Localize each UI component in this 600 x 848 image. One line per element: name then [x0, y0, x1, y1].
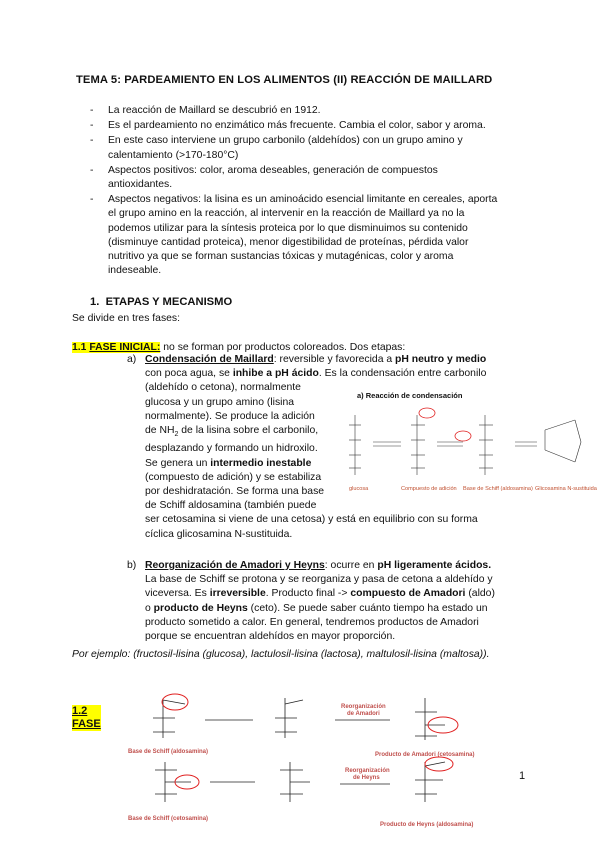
- heyns-intermediate-structure: [280, 762, 310, 802]
- item-a-heading: Condensación de Maillard: [145, 354, 274, 365]
- section-title: ETAPAS Y MECANISMO: [105, 296, 233, 308]
- figure-label: Glicosamina N-sustituida: [535, 486, 597, 492]
- item-b-text: producto sometido a calor. En general, tendremos productos de Amadori: [145, 616, 479, 628]
- figure-caption: Producto de Amadori (cetosamina): [375, 752, 475, 758]
- fase-label: FASE INICIAL:: [89, 342, 161, 353]
- bullet-dash: -: [90, 164, 94, 176]
- item-a-text: : reversible y favorecida a: [273, 354, 396, 365]
- bullet-line: En este caso interviene un grupo carbonilo (aldehídos) con un grupo amino y: [108, 135, 463, 147]
- arrow-label: de Heyns: [353, 775, 380, 781]
- bullet-line: nutritivo ya que se forman sustancias tóxicas y mutagénicas, color y aroma: [108, 251, 454, 263]
- arrow-label: de Amadori: [347, 711, 380, 717]
- item-b-text: (ceto). Se puede saber cuánto tiempo ha estado un: [247, 602, 488, 614]
- bullet-line: Es el pardeamiento no enzimático más frecuente. Cambia el color, sabor y aroma.: [108, 120, 486, 132]
- item-b-bold: producto de Heyns: [153, 602, 248, 614]
- example-text: Por ejemplo: (fructosil-lisina (glucosa), lactulosil-lisina (lactosa), maltulosil-lisina (maltosa)).: [72, 649, 490, 660]
- item-a-letter: a): [127, 354, 137, 365]
- item-a-text: Se genera un: [145, 457, 211, 469]
- item-b-bold: compuesto de Amadori: [350, 588, 466, 600]
- enol-intermediate-structure: [275, 698, 303, 738]
- item-a-text: normalmente). Se produce la adición: [145, 410, 315, 422]
- schiff-cetosamine-structure: [155, 762, 191, 802]
- item-a-text: con poca agua, se: [145, 368, 233, 380]
- item-b-bold: pH ligeramente ácidos.: [377, 560, 492, 571]
- schiff-base-structure: [479, 415, 493, 475]
- fase-2-heading: [72, 705, 101, 731]
- highlight-circle: [419, 408, 435, 418]
- figure-label: Base de Schiff (aldosamina): [463, 486, 533, 492]
- item-a-text: de la lisina sobre el carbonilo,: [178, 425, 319, 437]
- item-b-text: o: [145, 602, 154, 614]
- bullet-item: [90, 119, 520, 133]
- bullet-item: [90, 104, 520, 118]
- arrow-label: Reorganización: [345, 768, 390, 774]
- item-b-text: viceversa. Es: [145, 588, 210, 600]
- item-b-letter: b): [127, 560, 137, 571]
- subscript: 2: [174, 431, 179, 439]
- condensation-reaction-figure: [345, 390, 597, 505]
- bullet-line: podemos utilizar para la síntesis proteica por lo que disminuimos su contenido: [108, 222, 468, 234]
- item-a-text: (aldehído o cetona), normalmente: [145, 382, 301, 394]
- fase-2-number: 1.2: [72, 705, 88, 717]
- section-heading: [90, 295, 232, 309]
- bullet-line: indeseable.: [108, 265, 162, 277]
- item-b-text: . Producto final ->: [265, 588, 351, 600]
- equilibrium-arrow-3: [515, 442, 537, 446]
- figure-label: glucosa: [349, 486, 369, 492]
- highlight-circle: [425, 757, 453, 771]
- bullet-dash: -: [90, 194, 94, 206]
- bullet-line: La reacción de Maillard se descubrió en 1912.: [108, 105, 321, 116]
- item-a-text: (compuesto de adición) y se estabiliza: [145, 471, 322, 483]
- heyns-product-structure: [415, 762, 445, 802]
- adduct-structure: [411, 415, 425, 475]
- bullet-dash: -: [90, 135, 94, 147]
- bullet-line: Aspectos negativos: la lisina es un aminoácido esencial limitante en cereales, aporta: [108, 194, 498, 206]
- item-a-text: ser cetosamina si viene de una cetosa) y está en equilibrio con su forma: [145, 514, 478, 526]
- item-a-bold: intermedio inestable: [210, 457, 312, 469]
- item-b-block: [145, 559, 525, 644]
- item-b-heading: Reorganización de Amadori y Heyns: [145, 560, 325, 571]
- highlight-circle: [455, 431, 471, 441]
- bullet-dash: -: [90, 105, 94, 116]
- intro-bullet-list: [90, 104, 520, 279]
- figure-caption: Producto de Heyns (aldosamina): [380, 822, 474, 828]
- figure-caption: Base de Schiff (cetosamina): [128, 816, 209, 822]
- schiff-aldosamine-structure: [153, 700, 185, 738]
- amadori-heyns-figure: [125, 690, 525, 830]
- item-b-text: (aldo): [465, 588, 495, 600]
- glucose-structure: [349, 415, 361, 475]
- figure-caption: Base de Schiff (aldosamina): [128, 749, 209, 755]
- equilibrium-arrow-1: [373, 442, 401, 446]
- fase-2-label: FASE: [72, 718, 101, 730]
- item-a-text: glucosa y un grupo amino (lisina: [145, 396, 295, 408]
- item-b-bold: irreversible: [209, 588, 266, 600]
- glycosamine-ring-structure: [545, 420, 581, 462]
- item-a-bold: pH neutro y medio: [395, 354, 487, 365]
- item-b-text: La base de Schiff se protona y se reorganiza y pasa de cetona a aldehído y: [145, 574, 493, 586]
- bullet-line: Aspectos positivos: color, aroma deseables, generación de compuestos: [108, 164, 438, 176]
- item-a-bold: inhibe a pH ácido: [232, 368, 319, 380]
- bullet-item: [90, 164, 520, 192]
- bullet-dash: -: [90, 120, 94, 132]
- amadori-product-structure: [415, 698, 445, 740]
- arrow-label: Reorganización: [341, 704, 386, 710]
- item-b-text: : ocurre en: [324, 560, 378, 571]
- condensation-figure-title: a) Reacción de condensación: [357, 391, 463, 400]
- bullet-line: antioxidantes.: [108, 179, 173, 191]
- item-a-text: . Es la condensación entre carbonilo: [318, 368, 487, 380]
- fase-number: 1.1: [72, 342, 87, 353]
- bullet-line: el grupo amino en la reacción, al intervenir en la reacción de Maillard ya no la: [108, 208, 465, 220]
- bullet-item: [90, 193, 520, 278]
- page-number: 1: [519, 770, 526, 782]
- item-b-text: porque se encuentran aldehídos en mayor proporción.: [145, 631, 396, 643]
- bullet-line: (disminuye cantidad proteica), menor digestibilidad de proteínas, pérdida valor: [108, 236, 469, 248]
- page-title: TEMA 5: PARDEAMIENTO EN LOS ALIMENTOS (II) REACCIÓN DE MAILLARD: [76, 74, 493, 86]
- figure-label: Compuesto de adición: [401, 486, 457, 492]
- section-number: 1.: [90, 296, 100, 308]
- bullet-item: [90, 134, 520, 162]
- bullet-line: calentamiento (>170-180°C): [108, 149, 239, 161]
- equilibrium-arrow-2: [437, 442, 463, 446]
- item-a-text: de NH: [145, 425, 175, 437]
- item-a-text: desplazando y formando un hidroxilo.: [145, 443, 318, 455]
- fase-text: no se forman por productos coloreados. Dos etapas:: [160, 342, 406, 353]
- section-intro: Se divide en tres fases:: [72, 313, 181, 324]
- item-a-text: cíclica glicosamina N-sustituida.: [145, 528, 293, 540]
- item-a-text: de Schiff aldosamina (también puede: [145, 500, 317, 512]
- item-a-text: por deshidratación. Se forma una base: [145, 485, 325, 497]
